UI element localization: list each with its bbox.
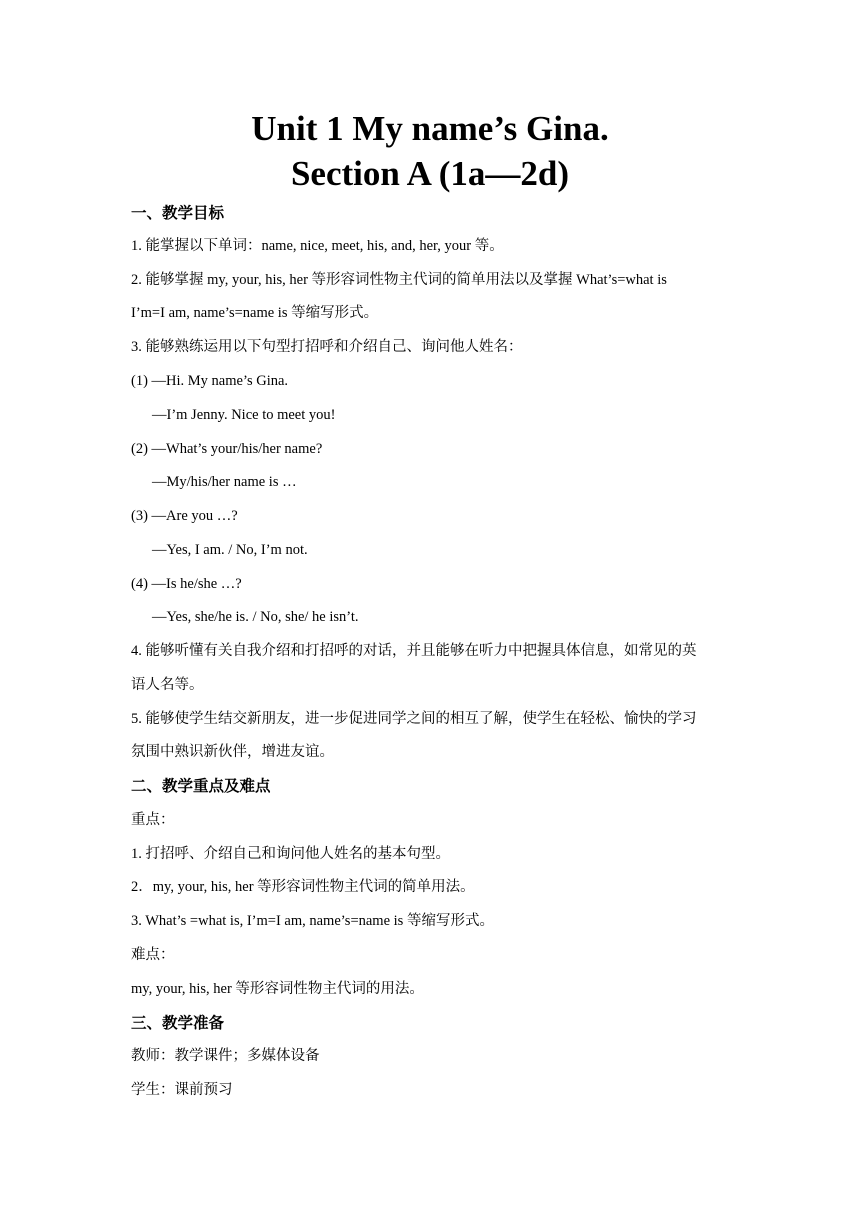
key-points-label: 重点： (131, 812, 175, 828)
objective-item-2-line-1: 2. 能够掌握 my, your, his, her 等形容词性物主代词的简单用法以及掌握 What’s=what is (131, 272, 667, 288)
dialog-4-question: (4) —Is he/she …? (131, 576, 242, 592)
objective-item-4-line-1: 4. 能够听懂有关自我介绍和打招呼的对话，并且能够在听力中把握具体信息，如常见的英 (131, 643, 697, 659)
key-point-1: 1. 打招呼、介绍自己和询问他人姓名的基本句型。 (131, 846, 450, 862)
objective-item-5-line-1: 5. 能够使学生结交新朋友，进一步促进同学之间的相互了解，使学生在轻松、愉快的学习 (131, 711, 697, 727)
document-title: Unit 1 My name’s Gina. (251, 109, 609, 148)
objective-item-3: 3. 能够熟练运用以下句型打招呼和介绍自己、询问他人姓名： (131, 339, 523, 355)
difficulty-1: my, your, his, her 等形容词性物主代词的用法。 (131, 981, 424, 997)
dialog-2-answer: —My/his/her name is … (152, 474, 297, 490)
dialog-1-question: (1) —Hi. My name’s Gina. (131, 373, 289, 389)
objective-item-1: 1. 能掌握以下单词：name, nice, meet, his, and, her, your 等。 (131, 238, 504, 254)
document-subtitle: Section A (1a—2d) (290, 154, 570, 193)
section-heading-preparation: 三、教学准备 (131, 1014, 225, 1032)
dialog-3-question: (3) —Are you …? (131, 508, 238, 524)
objective-item-2-line-2: I’m=I am, name’s=name is 等缩写形式。 (131, 305, 379, 321)
dialog-1-answer: —I’m Jenny. Nice to meet you! (152, 407, 336, 423)
preparation-teacher: 教师：教学课件；多媒体设备 (131, 1048, 320, 1064)
key-point-3: 3. What’s =what is, I’m=I am, name’s=name is 等缩写形式。 (131, 913, 494, 929)
key-point-2: 2．my, your, his, her 等形容词性物主代词的简单用法。 (131, 879, 475, 895)
section-heading-key-points: 二、教学重点及难点 (131, 777, 271, 795)
preparation-student: 学生：课前预习 (131, 1082, 233, 1098)
objective-item-4-line-2: 语人名等。 (131, 677, 204, 693)
difficulty-label: 难点： (131, 947, 175, 963)
dialog-4-answer: —Yes, she/he is. / No, she/ he isn’t. (152, 609, 359, 625)
section-heading-objectives: 一、教学目标 (131, 204, 225, 222)
dialog-3-answer: —Yes, I am. / No, I’m not. (152, 542, 308, 558)
objective-item-5-line-2: 氛围中熟识新伙伴，增进友谊。 (131, 744, 334, 760)
dialog-2-question: (2) —What’s your/his/her name? (131, 441, 323, 457)
